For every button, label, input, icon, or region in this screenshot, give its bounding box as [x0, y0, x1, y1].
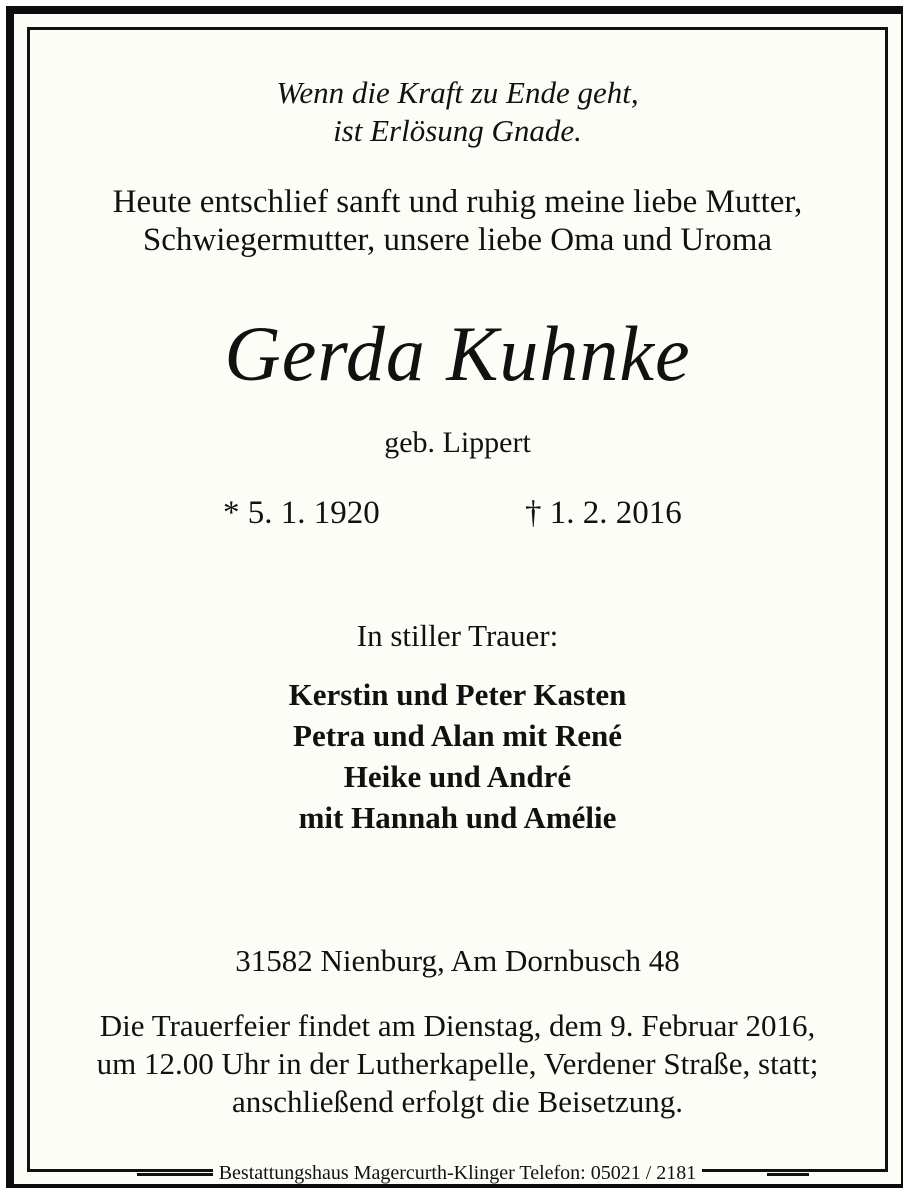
- mourning-heading: In stiller Trauer:: [356, 618, 559, 653]
- family-line-3: Heike und André: [343, 759, 572, 794]
- intro-line-1: Heute entschlief sanft und ruhig meine liebe Mutter,: [112, 184, 803, 220]
- motto-line-1: Wenn die Kraft zu Ende geht,: [276, 75, 639, 110]
- address: 31582 Nienburg, Am Dornbusch 48: [235, 943, 680, 978]
- family-line-1: Kerstin und Peter Kasten: [288, 677, 627, 712]
- footer-text: [27, 1158, 888, 1188]
- death-date: † 1. 2. 2016: [525, 495, 682, 531]
- motto-line-2: ist Erlösung Gnade.: [333, 113, 582, 148]
- ceremony-line-1: Die Trauerfeier findet am Dienstag, dem 9. Februar 2016,: [99, 1008, 816, 1043]
- intro-line-2: Schwiegermutter, unsere liebe Oma und Uroma: [142, 222, 773, 258]
- footer: [27, 1158, 888, 1188]
- ceremony-line-2: um 12.00 Uhr in der Lutherkapelle, Verdener Straße, statt;: [96, 1046, 819, 1081]
- family-line-2: Petra und Alan mit René: [293, 718, 622, 753]
- birth-name: geb. Lippert: [384, 426, 531, 459]
- deceased-name: Gerda Kuhnke: [224, 310, 691, 397]
- funeral-home-contact: Bestattungshaus Magercurth-Klinger Telefon: 05021 / 2181: [213, 1162, 703, 1184]
- family-line-4: mit Hannah und Amélie: [298, 800, 617, 835]
- ceremony-line-3: anschließend erfolgt die Beisetzung.: [231, 1084, 684, 1119]
- birth-date: * 5. 1. 1920: [223, 495, 380, 531]
